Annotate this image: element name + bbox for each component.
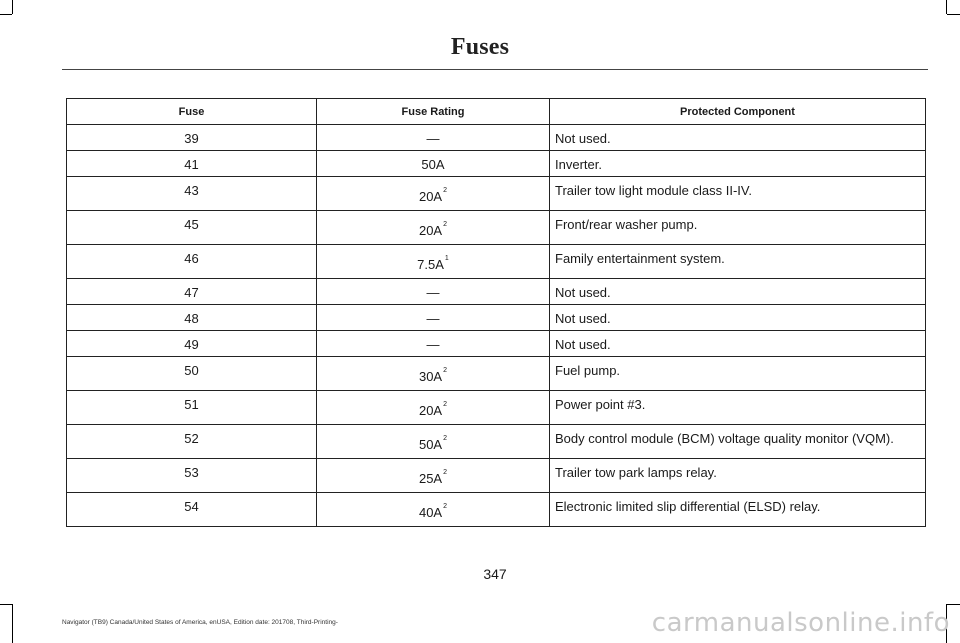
fuse-table	[66, 98, 926, 527]
footnote-marker: 2	[443, 435, 448, 442]
protected-component: Power point #3.	[550, 391, 926, 425]
table-row	[67, 279, 926, 305]
protected-component: Trailer tow park lamps relay.	[550, 459, 926, 493]
fuse-rating	[317, 125, 550, 151]
footnote-marker: 2	[443, 367, 448, 374]
header-divider	[62, 69, 928, 70]
protected-component: Electronic limited slip differential (ELSD) relay.	[550, 493, 926, 527]
fuse-number: 43	[67, 177, 317, 211]
table-row	[67, 493, 926, 527]
crop-mark	[0, 14, 12, 15]
fuse-rating	[317, 459, 550, 493]
rating-value: —	[426, 337, 440, 352]
table-row	[67, 331, 926, 357]
fuse-number: 53	[67, 459, 317, 493]
column-header-protected-component: Protected Component	[550, 99, 926, 125]
fuse-number: 47	[67, 279, 317, 305]
table-row	[67, 305, 926, 331]
rating-value: 40A	[418, 505, 443, 520]
table-row	[67, 151, 926, 177]
protected-component: Trailer tow light module class II-IV.	[550, 177, 926, 211]
rating-value: 30A	[418, 369, 443, 384]
fuse-number: 50	[67, 357, 317, 391]
table-row	[67, 357, 926, 391]
table-row	[67, 125, 926, 151]
crop-mark	[947, 604, 960, 605]
table-header-row	[67, 99, 926, 125]
fuse-rating	[317, 279, 550, 305]
protected-component: Family entertainment system.	[550, 245, 926, 279]
table-row	[67, 211, 926, 245]
page-title: Fuses	[450, 34, 510, 60]
rating-value: 20A	[418, 223, 443, 238]
footnote-marker: 2	[443, 401, 448, 408]
fuse-rating	[317, 425, 550, 459]
footnote-marker: 2	[443, 503, 448, 510]
footer-edition-text: Navigator (TB9) Canada/United States of America, enUSA, Edition date: 201708, Third-Printing-	[62, 619, 338, 626]
crop-mark	[947, 14, 960, 15]
rating-value: 20A	[418, 403, 443, 418]
fuse-number: 41	[67, 151, 317, 177]
rating-value: 7.5A	[417, 257, 444, 272]
rating-value: 20A	[418, 189, 443, 204]
page-number: 347	[483, 566, 507, 582]
rating-value: 25A	[418, 471, 443, 486]
protected-component: Body control module (BCM) voltage quality monitor (VQM).	[550, 425, 926, 459]
fuse-number: 49	[67, 331, 317, 357]
fuse-number: 39	[67, 125, 317, 151]
watermark: carmanualsonline.info	[651, 608, 950, 638]
footnote-marker: 1	[444, 255, 449, 262]
table-row	[67, 245, 926, 279]
protected-component: Fuel pump.	[550, 357, 926, 391]
fuse-number: 45	[67, 211, 317, 245]
footnote-marker: 2	[443, 469, 448, 476]
protected-component: Inverter.	[550, 151, 926, 177]
table-row	[67, 425, 926, 459]
protected-component: Front/rear washer pump.	[550, 211, 926, 245]
protected-component: Not used.	[550, 305, 926, 331]
crop-mark	[0, 604, 12, 605]
rating-value: —	[426, 311, 440, 326]
rating-value: 50A	[421, 157, 445, 172]
fuse-number: 54	[67, 493, 317, 527]
table-row	[67, 391, 926, 425]
footnote-marker: 2	[443, 221, 448, 228]
protected-component: Not used.	[550, 331, 926, 357]
fuse-rating	[317, 331, 550, 357]
fuse-rating	[317, 211, 550, 245]
crop-mark	[12, 604, 13, 643]
rating-value: —	[426, 285, 440, 300]
protected-component: Not used.	[550, 279, 926, 305]
table-row	[67, 177, 926, 211]
fuse-rating	[317, 305, 550, 331]
rating-value: —	[426, 131, 440, 146]
fuse-rating	[317, 357, 550, 391]
column-header-fuse: Fuse	[67, 99, 317, 125]
crop-mark	[12, 0, 13, 14]
fuse-number: 51	[67, 391, 317, 425]
fuse-rating	[317, 245, 550, 279]
column-header-fuse-rating: Fuse Rating	[317, 99, 550, 125]
fuse-rating	[317, 151, 550, 177]
fuse-number: 52	[67, 425, 317, 459]
fuse-rating	[317, 493, 550, 527]
fuse-rating	[317, 391, 550, 425]
crop-mark	[946, 0, 947, 14]
fuse-number: 46	[67, 245, 317, 279]
protected-component: Not used.	[550, 125, 926, 151]
rating-value: 50A	[418, 437, 443, 452]
table-row	[67, 459, 926, 493]
fuse-number: 48	[67, 305, 317, 331]
footnote-marker: 2	[443, 187, 448, 194]
fuse-rating	[317, 177, 550, 211]
